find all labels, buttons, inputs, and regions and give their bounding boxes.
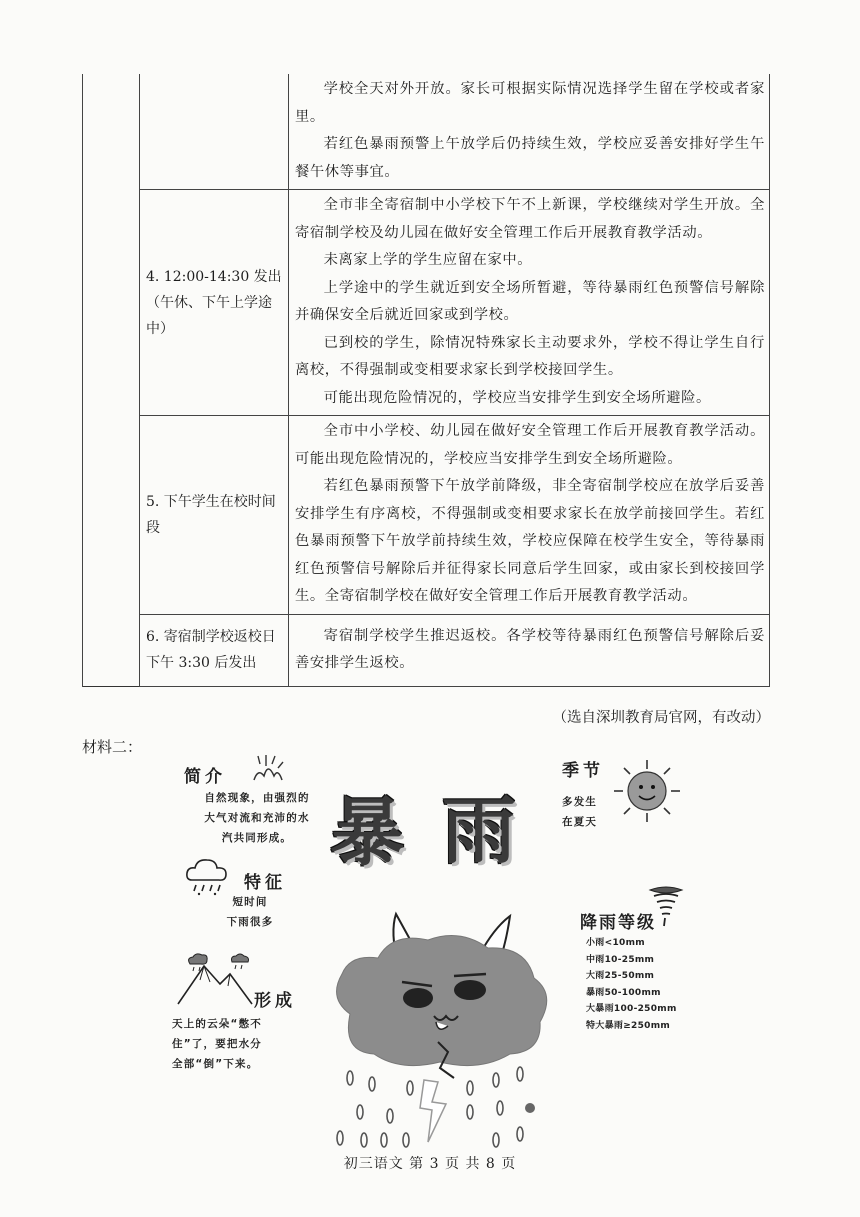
measure-paragraph: 若红色暴雨预警上午放学后仍持续生效，学校应妥善安排好学生午餐午休等事宜。 — [295, 136, 765, 180]
measure-paragraph: 上学途中的学生就近到安全场所暂避，等待暴雨红色预警信号解除并确保安全后就近回家或到学校。 — [295, 279, 765, 323]
measure-paragraph: 若红色暴雨预警下午放学前降级，非全寄宿制学校应在放学后妥善安排学生有序离校，不得强制或变相要求家长在放学前接回学生。若红色暴雨预警下午放学前持续生效，学校应保障在校学生安全，等待暴雨红色预警信号解除后并征得家长同意后学生回家，或由家长到校接回学生。全寄宿制学校在做好安全管理工作后开展教育教学活动。 — [295, 478, 765, 604]
table-row — [83, 190, 770, 416]
intro-heading: 简介 — [184, 767, 226, 787]
intro-text — [172, 788, 342, 848]
formation-heading: 形成 — [254, 991, 296, 1011]
mountain-icon — [174, 952, 256, 1006]
splash-icon — [248, 754, 284, 782]
rainstorm-poster — [170, 752, 710, 1152]
measure-cell — [289, 190, 770, 416]
source-note: （选自深圳教育局官网，有改动） — [552, 710, 770, 726]
intro-line: 汽共同形成。 — [221, 832, 293, 844]
rain-level-item: 中雨10-25mm — [586, 954, 655, 965]
feature-line: 短时间 — [232, 896, 268, 908]
levels-heading: 降雨等级 — [580, 913, 656, 933]
formation-line: 住”了，要把水分 — [172, 1038, 263, 1050]
poster-title-char: 雨 — [442, 788, 516, 874]
feature-text — [200, 892, 300, 932]
intro-line: 自然现象，由强烈的 — [204, 792, 310, 804]
material-two-label: 材料二： — [82, 738, 143, 756]
rain-level-item: 小雨<10mm — [586, 938, 645, 948]
season-line: 在夏天 — [562, 816, 598, 828]
time-cell — [140, 74, 289, 190]
time-cell: 5. 下午学生在校时间段 — [140, 416, 289, 615]
formation-line: 全部“倒”下来。 — [172, 1058, 259, 1070]
page-footer: 初三语文 第 3 页 共 8 页 — [343, 1156, 517, 1172]
sun-icon — [610, 756, 684, 826]
intro-line: 大气对流和充沛的水 — [204, 812, 310, 824]
table-row — [83, 416, 770, 615]
tornado-icon — [646, 884, 686, 928]
rain-level-list — [586, 935, 677, 1034]
rain-level-item: 大雨25-50mm — [586, 971, 655, 981]
angry-cloud-icon — [320, 902, 560, 1152]
rain-level-item: 特大暴雨≥250mm — [586, 1020, 671, 1031]
table-row — [83, 614, 770, 686]
season-heading: 季节 — [562, 761, 604, 781]
feature-line: 下雨很多 — [226, 916, 274, 928]
measure-paragraph: 学校全天对外开放。家长可根据实际情况选择学生留在学校或者家里。 — [295, 81, 765, 125]
feature-heading: 特征 — [244, 873, 286, 893]
time-cell: 6. 寄宿制学校返校日下午 3:30 后发出 — [140, 614, 289, 686]
formation-line: 天上的云朵“憋不 — [172, 1018, 263, 1030]
season-text — [562, 792, 597, 832]
season-line: 多发生 — [562, 796, 598, 808]
formation-text — [172, 1014, 304, 1074]
measure-cell — [289, 74, 770, 190]
rainstorm-response-table — [82, 74, 770, 687]
measure-paragraph: 未离家上学的学生应留在家中。 — [323, 252, 533, 268]
measure-cell — [289, 416, 770, 615]
table-row — [83, 74, 770, 190]
rain-level-item: 大暴雨100-250mm — [586, 1004, 677, 1014]
poster-title-char: 暴 — [330, 790, 404, 876]
measure-cell — [289, 614, 770, 686]
measure-paragraph: 全市中小学校、幼儿园在做好安全管理工作后开展教育教学活动。可能出现危险情况的，学校应当安排学生到安全场所避险。 — [295, 423, 765, 467]
measure-paragraph: 寄宿制学校学生推迟返校。各学校等待暴雨红色预警信号解除后妥善安排学生返校。 — [295, 627, 765, 671]
time-cell: 4. 12:00-14:30 发出（午休、下午上学途中） — [140, 190, 289, 416]
measure-paragraph: 可能出现危险情况的，学校应当安排学生到安全场所避险。 — [323, 389, 711, 406]
rain-level-item: 暴雨50-100mm — [586, 987, 661, 998]
table-category-cell — [83, 74, 140, 686]
measure-paragraph: 已到校的学生，除情况特殊家长主动要求外，学校不得让学生自行离校，不得强制或变相要求家长到学校接回学生。 — [295, 334, 765, 378]
measure-paragraph: 全市非全寄宿制中小学校下午不上新课，学校继续对学生开放。全寄宿制学校及幼儿园在做好安全管理工作后开展教育教学活动。 — [295, 197, 765, 241]
